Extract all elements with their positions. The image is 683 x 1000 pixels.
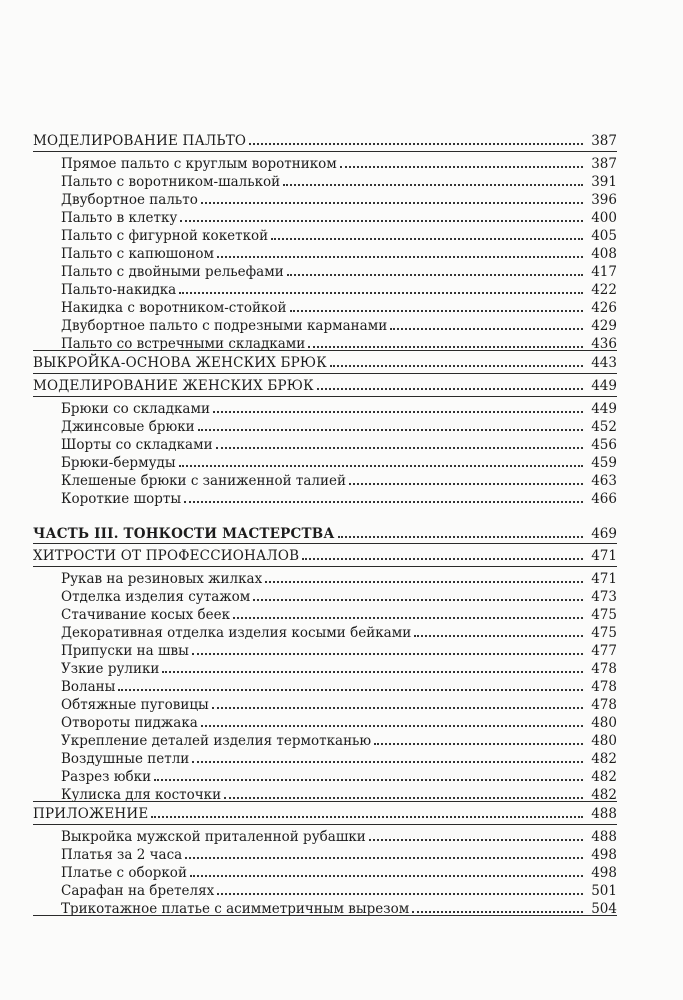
entry-label: Декоративная отделка изделия косыми бейками [61,625,412,641]
toc-entry[interactable] [0,659,683,677]
toc-entry[interactable] [0,827,683,845]
dot-leader [216,447,583,449]
page-number: 449 [591,401,617,417]
section-title: ХИТРОСТИ ОТ ПРОФЕССИОНАЛОВ [33,548,300,564]
dot-leader [317,388,583,390]
toc-entry[interactable] [0,453,683,471]
page-number: 478 [591,679,617,695]
entry-label: Рукав на резиновых жилках [61,571,263,587]
entry-label: Пальто с капюшоном [61,246,215,262]
entry-label: Припуски на швы [61,643,189,659]
page-number: 426 [591,300,617,316]
page-number: 480 [591,733,617,749]
section-divider [33,915,617,916]
dot-leader [265,581,583,583]
dot-leader [217,893,583,895]
page-number: 488 [591,829,617,845]
toc-entry[interactable] [0,262,683,280]
page-number: 463 [591,473,617,489]
dot-leader [212,707,583,709]
toc-entry[interactable] [0,695,683,713]
dot-leader [201,202,583,204]
toc-entry[interactable] [0,435,683,453]
entry-label: Пальто со встречными складками [61,336,306,352]
entry-label: Пальто с воротником-шалькой [61,174,281,190]
page-number: 471 [591,548,617,564]
toc-entry[interactable] [0,641,683,659]
page-number: 488 [591,806,617,822]
part-heading[interactable] [0,524,683,542]
dot-leader [179,292,583,294]
entry-label: Брюки со складками [61,401,210,417]
page-number: 459 [591,455,617,471]
toc-entry[interactable] [0,208,683,226]
dot-leader [213,411,583,413]
page-number: 478 [591,697,617,713]
toc-entry[interactable] [0,569,683,587]
dot-leader [154,779,583,781]
page-number: 478 [591,661,617,677]
toc-entry[interactable] [0,244,683,262]
entry-label: Джинсовые брюки [61,419,195,435]
page-number: 475 [591,625,617,641]
entry-label: Отвороты пиджака [61,715,198,731]
page-number: 417 [591,264,617,280]
entry-label: Платья за 2 часа [61,847,183,863]
toc-entry[interactable] [0,399,683,417]
dot-leader [369,839,583,841]
toc-entry[interactable] [0,749,683,767]
toc-entry[interactable] [0,417,683,435]
entry-label: Пальто-накидка [61,282,177,298]
page-number: 469 [591,526,617,542]
section-divider [33,543,617,544]
dot-leader [414,635,583,637]
toc-entry[interactable] [0,677,683,695]
dot-leader [390,328,583,330]
toc-entry[interactable] [0,298,683,316]
entry-label: Шорты со складками [61,437,213,453]
dot-leader [308,346,583,348]
dot-leader [151,816,583,818]
entry-label: Выкройка мужской приталенной рубашки [61,829,366,845]
entry-label: Пальто с двойными рельефами [61,264,284,280]
section-divider [33,396,617,397]
page-number: 429 [591,318,617,334]
dot-leader [192,761,583,763]
dot-leader [224,797,583,799]
page-number: 391 [591,174,617,190]
entry-label: Сарафан на бретелях [61,883,215,899]
page-number: 408 [591,246,617,262]
page-number: 400 [591,210,617,226]
dot-leader [198,429,583,431]
toc-entry[interactable] [0,280,683,298]
toc-entry[interactable] [0,489,683,507]
dot-leader [253,599,583,601]
dot-leader [201,725,583,727]
section-heading[interactable] [0,353,683,371]
page-number: 498 [591,865,617,881]
page-number: 480 [591,715,617,731]
toc-entry[interactable] [0,316,683,334]
dot-leader [118,689,583,691]
dot-leader [271,238,583,240]
dot-leader [330,365,583,367]
entry-label: Двубортное пальто [61,192,198,208]
page-number: 473 [591,589,617,605]
page-number: 436 [591,336,617,352]
dot-leader [185,857,583,859]
page-number: 396 [591,192,617,208]
toc-entry[interactable] [0,713,683,731]
page-number: 456 [591,437,617,453]
section-heading[interactable] [0,131,683,149]
toc-entry[interactable] [0,605,683,623]
entry-label: Короткие шорты [61,491,182,507]
page-number: 405 [591,228,617,244]
section-heading[interactable] [0,376,683,394]
toc-entry[interactable] [0,471,683,489]
toc-entry[interactable] [0,226,683,244]
entry-label: Двубортное пальто с подрезными карманами [61,318,388,334]
dot-leader [412,911,583,913]
entry-label: Узкие рулики [61,661,160,677]
section-divider [33,350,617,351]
page-number: 482 [591,787,617,803]
page-number: 482 [591,751,617,767]
entry-label: Разрез юбки [61,769,152,785]
entry-label: Платье с оборкой [61,865,187,881]
dot-leader [349,483,583,485]
toc-entry[interactable] [0,863,683,881]
dot-leader [302,558,583,560]
page-number: 387 [591,133,617,149]
page-number: 477 [591,643,617,659]
section-heading[interactable] [0,804,683,822]
page-number: 471 [591,571,617,587]
dot-leader [249,143,583,145]
dot-leader [184,501,583,503]
dot-leader [340,166,583,168]
entry-label: Прямое пальто с круглым воротником [61,156,337,172]
toc-entry[interactable] [0,623,683,641]
dot-leader [162,671,583,673]
entry-label: Клешеные брюки с заниженной талией [61,473,346,489]
entry-label: Брюки-бермуды [61,455,176,471]
dot-leader [290,310,583,312]
section-divider [33,151,617,152]
entry-label: Обтяжные пуговицы [61,697,209,713]
page-number: 498 [591,847,617,863]
dot-leader [179,465,583,467]
dot-leader [374,743,583,745]
toc-entry[interactable] [0,731,683,749]
page-number: 475 [591,607,617,623]
dot-leader [217,256,583,258]
section-divider [33,566,617,567]
dot-leader [190,875,583,877]
entry-label: Пальто в клетку [61,210,178,226]
dot-leader [233,617,583,619]
page-number: 449 [591,378,617,394]
page-number: 452 [591,419,617,435]
entry-label: Отделка изделия сутажом [61,589,251,605]
page-number: 501 [591,883,617,899]
section-title: МОДЕЛИРОВАНИЕ ПАЛЬТО [33,133,247,149]
dot-leader [287,274,583,276]
dot-leader [192,653,583,655]
entry-label: Воланы [61,679,116,695]
page-number: 504 [591,901,617,917]
page-number: 387 [591,156,617,172]
entry-label: Накидка с воротником-стойкой [61,300,287,316]
section-divider [33,801,617,802]
page-number: 482 [591,769,617,785]
toc-entry[interactable] [0,172,683,190]
entry-label: Пальто с фигурной кокеткой [61,228,269,244]
section-heading[interactable] [0,546,683,564]
toc-entry[interactable] [0,587,683,605]
page-number: 466 [591,491,617,507]
toc-entry[interactable] [0,845,683,863]
section-divider [33,824,617,825]
section-title: МОДЕЛИРОВАНИЕ ЖЕНСКИХ БРЮК [33,378,314,394]
dot-leader [283,184,583,186]
page-number: 443 [591,355,617,371]
entry-label: Трикотажное платье с асимметричным вырезом [61,901,410,917]
section-divider [33,373,617,374]
section-title: ВЫКРОЙКА-ОСНОВА ЖЕНСКИХ БРЮК [33,355,327,371]
page-number: 422 [591,282,617,298]
toc-entry[interactable] [0,881,683,899]
dot-leader [180,220,583,222]
toc-entry[interactable] [0,767,683,785]
section-title: ПРИЛОЖЕНИЕ [33,806,149,822]
entry-label: Кулиска для косточки [61,787,222,803]
toc-entry[interactable] [0,190,683,208]
part-title: ЧАСТЬ III. ТОНКОСТИ МАСТЕРСТВА [33,526,335,542]
entry-label: Укрепление деталей изделия термотканью [61,733,372,749]
entry-label: Воздушные петли [61,751,190,767]
dot-leader [338,536,583,538]
entry-label: Стачивание косых беек [61,607,231,623]
toc-entry[interactable] [0,154,683,172]
